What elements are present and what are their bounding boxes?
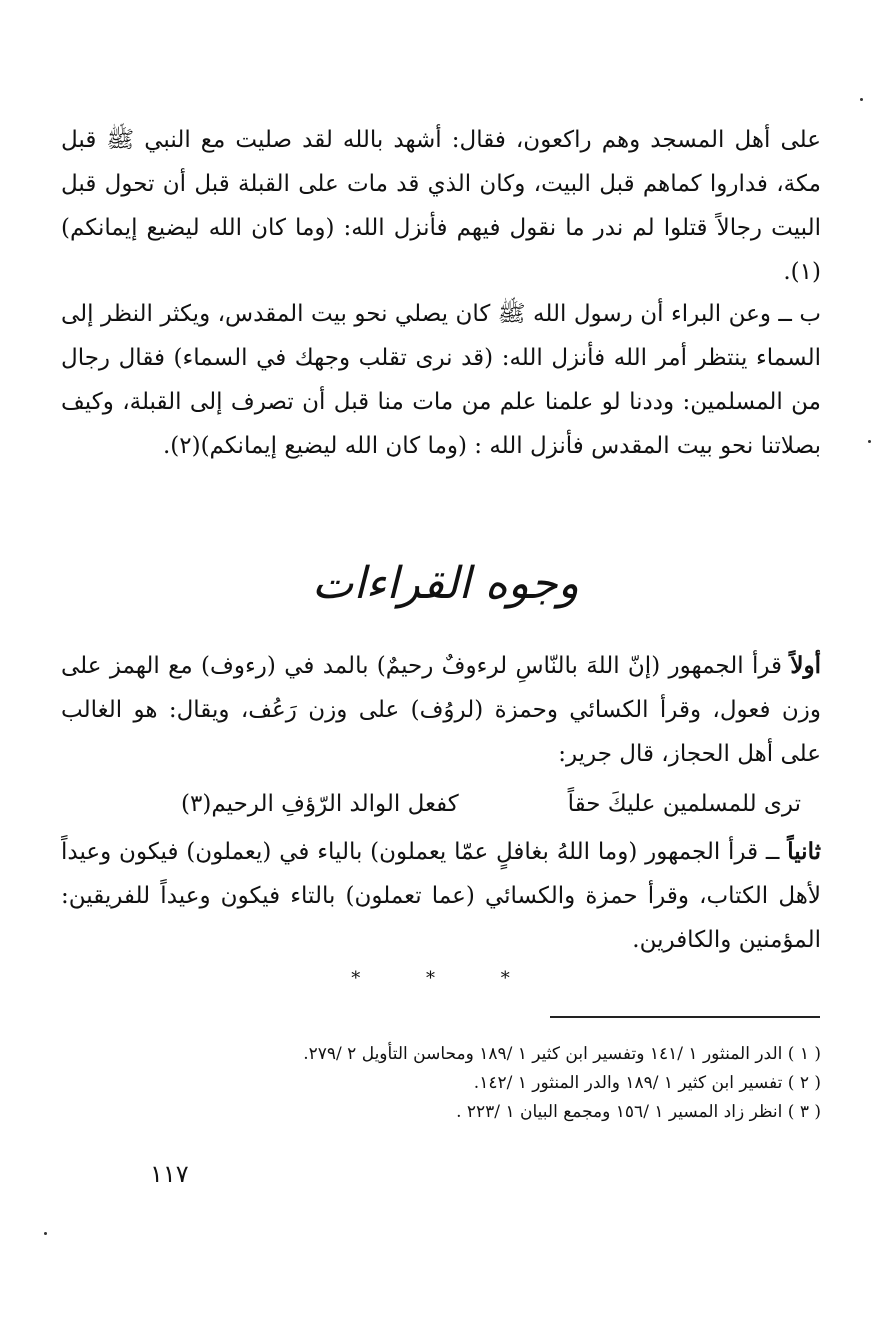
body-paragraph-2: ب ــ وعن البراء أن رسول الله ﷺ كان يصلي نحو بيت المقدس، ويكثر النظر إلى السماء ينتظر أمر الله فأنزل الله: (قد نرى تقلب وجهك في السماء) فقال رجال من المسلمين: وددنا لو علمنا علم من مات منا قبل أن تصرف إلى القبلة، وكيف بصلاتنا نحو بيت المقدس فأنزل الله : (وما كان الله ليضيع إيمانكم)(٢).	[61, 301, 821, 459]
scan-speck	[868, 440, 871, 443]
scan-speck	[860, 98, 863, 101]
section-heading: وجوه القراءات	[312, 558, 579, 609]
reading-2-text: ــ قرأ الجمهور (وما اللهُ بغافلٍ عمّا يعملون) بالياء في (يعملون) فيكون وعيداً لأهل الكتاب، وقرأ حمزة والكسائي (عما تعملون) بالتاء فيكون وعيداً للفريقين: المؤمنين والكافرين.	[61, 839, 821, 953]
footnotes	[61, 1040, 821, 1127]
footnote-2: ( ٢ ) تفسير ابن كثير ١ /١٨٩ والدر المنثور ١ /١٤٢.	[473, 1073, 821, 1093]
reading-2-lead: ثانياً	[787, 838, 821, 865]
reading-1-text: قرأ الجمهور (إنّ اللهَ بالنّاسِ لرءوفٌ رحيمٌ) بالمد في (رءوف) مع الهمز على وزن فعول، وقرأ الكسائي وحمزة (لروُف) على وزن رَعُف، ويقال: هو الغالب على أهل الحجاز، قال جرير:	[61, 653, 821, 767]
body-paragraph-1: على أهل المسجد وهم راكعون، فقال: أشهد بالله لقد صليت مع النبي ﷺ قبل مكة، فداروا كماهم قبل البيت، وكان الذي قد مات على القبلة قبل أن تحول قبل البيت رجالاً قتلوا لم ندر ما نقول فيهم فأنزل الله: (وما كان الله ليضيع إيمانكم)(١).	[61, 127, 821, 285]
footnote-divider	[550, 1016, 820, 1018]
verse-second-half: كفعل الوالد الرّؤفِ الرحيم(٣)	[181, 791, 459, 817]
footnote-1: ( ١ ) الدر المنثور ١ /١٤١ وتفسير ابن كثير ١ /١٨٩ ومحاسن التأويل ٢ /٢٧٩.	[303, 1044, 821, 1064]
page-number: ١١٧	[150, 1160, 189, 1188]
verse-first-half: ترى للمسلمين عليكَ حقاً	[567, 791, 801, 817]
poetry-verse	[181, 784, 801, 824]
footnote-3: ( ٣ ) انظر زاد المسير ١ /١٥٦ ومجمع البيان ١ /٢٢٣ .	[456, 1102, 821, 1122]
section-separator: * * *	[351, 968, 540, 989]
scan-speck	[44, 1232, 47, 1235]
reading-paragraph-1	[61, 644, 821, 776]
reading-paragraph-2	[61, 830, 821, 962]
reading-1-lead: أولاً	[790, 652, 821, 679]
